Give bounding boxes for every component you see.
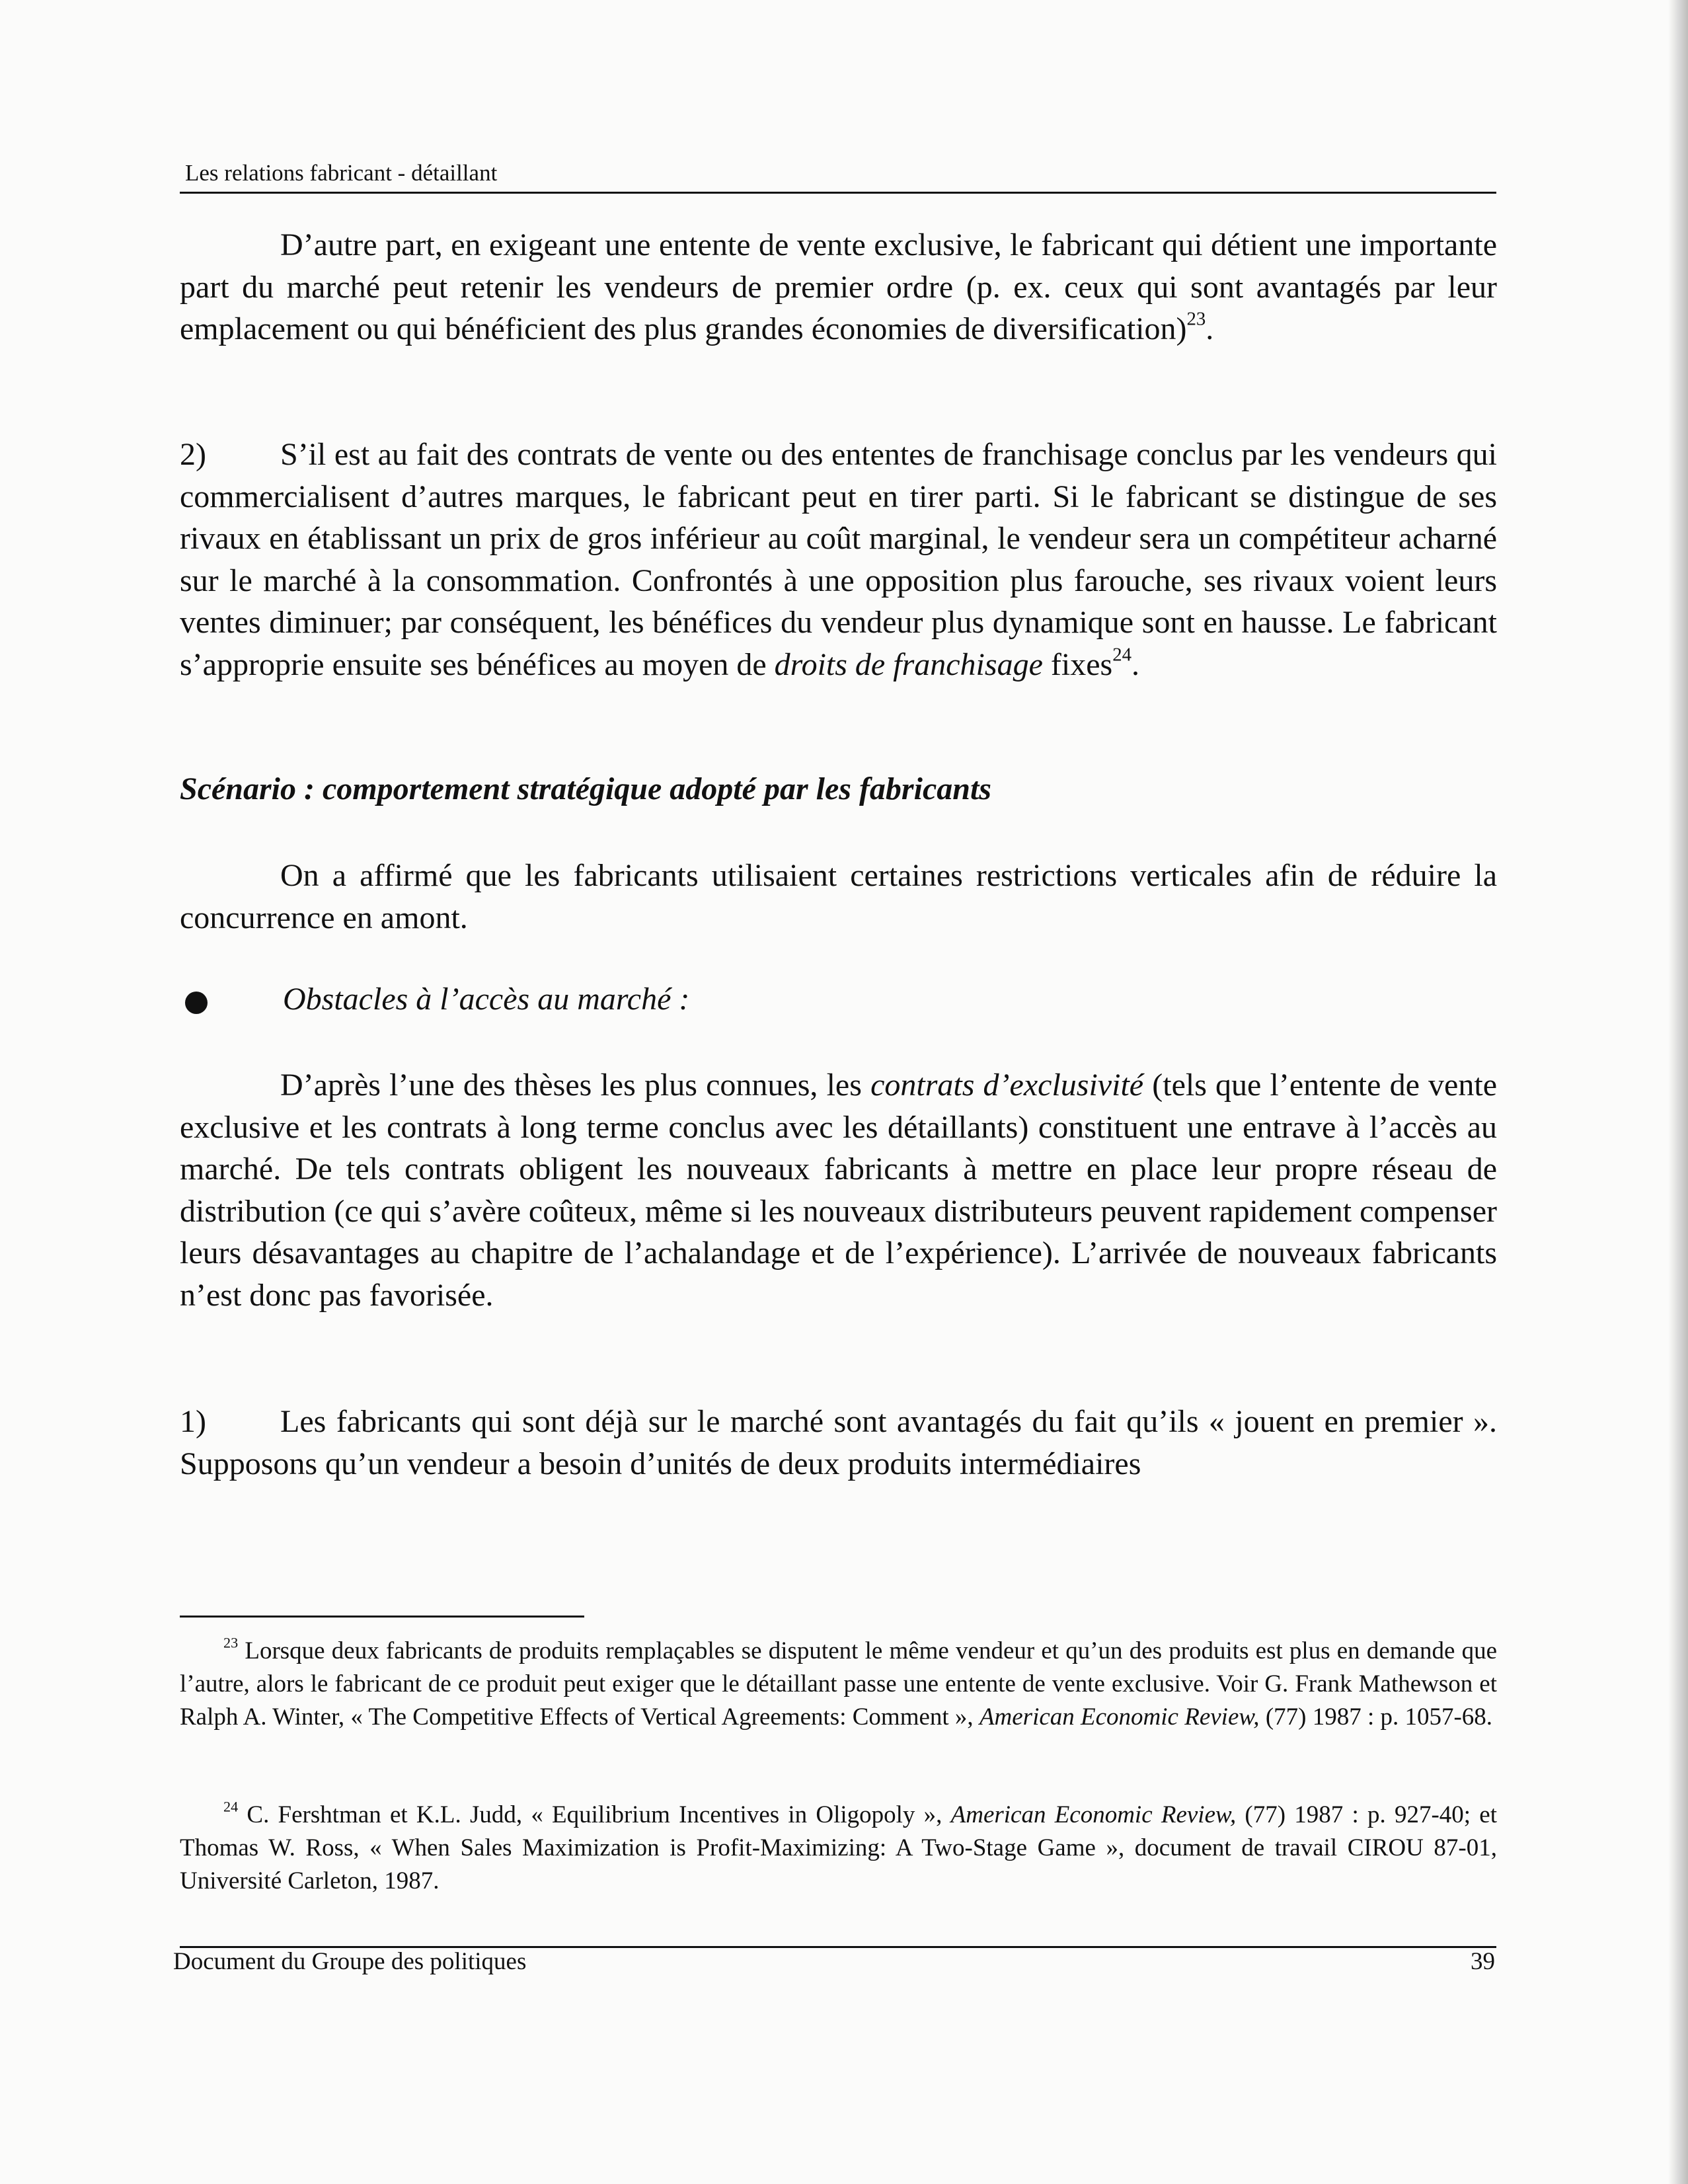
footnote-24-end: (77) 1987 : p. 927-40; et Thomas W. Ross, « When Sales Maximization is Profit-Maximizing: A Two-Stage Game », document de travail CIROU 87-01, Université Carleton, 1987.	[180, 1801, 1498, 1894]
running-header: Les relations fabricant - détaillant	[185, 160, 498, 186]
footnote-24-text: C. Fershtman et K.L. Judd, « Equilibrium Incentives in Oligopoly »,	[238, 1801, 951, 1828]
paragraph-4-after: (tels que l’entente de vente exclusive et les contrats à long terme conclus avec les détaillants) constituent une entrave à l’accès au marché. De tels contrats obligent les nouveaux fabricants à mettre en place leur propre réseau de distribution (ce qui s’avère coûteux, même si les nouveaux distributeurs peuvent rapidement compenser leurs désavantages au chapitre de l’achalandage et de l’expérience). L’arrivée de nouveaux fabricants n’est donc pas favorisée.	[180, 1068, 1497, 1313]
footnote-23	[180, 1635, 1497, 1734]
paragraph-1-text: D’autre part, en exigeant une entente de vente exclusive, le fabricant qui détient une importante part du marché peut retenir les vendeurs de premier ordre (p. ex. ceux qui sont avantagés par leur emplacement ou qui bénéficient des plus grandes économies de diversification)	[180, 227, 1497, 346]
footnote-23-text: Lorsque deux fabricants de produits remplaçables se disputent le même vendeur et qu’un des produits est plus en demande que l’autre, alors le fabricant de ce produit peut exiger que le détaillant passe une entente de vente exclusive. Voir G. Frank Mathewson et Ralph A. Winter, « The Competitive Effects of Vertical Agreements: Comment »,	[180, 1637, 1497, 1731]
paragraph-2-text: S’il est au fait des contrats de vente ou des ententes de franchisage conclus par les vendeurs qui commercialisent d’autres marques, le fabricant peut en tirer parti. Si le fabricant se distingue de ses rivaux en établissant un prix de gros inférieur au coût marginal, le vendeur sera un compétiteur acharné sur le marché à la consommation. Confrontés à une opposition plus farouche, ses rivaux voient leurs ventes diminuer; par conséquent, les bénéfices du vendeur plus dynamique sont en hausse. Le fabricant s’approprie ensuite ses bénéfices au moyen de	[180, 437, 1497, 682]
footer-title: Document du Groupe des politiques	[173, 1948, 527, 1975]
paragraph-1-end: .	[1206, 311, 1214, 346]
scan-edge-shadow	[1668, 0, 1688, 2184]
paragraph-2-end: .	[1131, 646, 1139, 682]
page-number: 39	[1471, 1948, 1495, 1975]
paragraph-2-after: fixes	[1042, 646, 1113, 682]
footnote-24-journal: American Economic Review,	[950, 1801, 1237, 1828]
footnote-23-journal: American Economic Review,	[979, 1703, 1260, 1731]
paragraph-5	[180, 1401, 1497, 1485]
footnote-23-end: (77) 1987 : p. 1057-68.	[1259, 1703, 1493, 1731]
paragraph-5-text: Les fabricants qui sont déjà sur le marché sont avantagés du fait qu’ils « jouent en premier ». Supposons qu’un vendeur a besoin d’unités de deux produits intermédiaires	[180, 1404, 1497, 1481]
paragraph-2	[180, 434, 1497, 685]
footnote-rule	[180, 1616, 584, 1618]
item-number: 1)	[180, 1404, 206, 1439]
paragraph-2-emphasis: droits de franchisage	[774, 646, 1043, 682]
section-heading: Scénario : comportement stratégique adopté par les fabricants	[180, 771, 991, 806]
paragraph-3: On a affirmé que les fabricants utilisaient certaines restrictions verticales afin de réduire la concurrence en amont.	[180, 858, 1497, 935]
footnote-mark-24: 24	[223, 1798, 239, 1815]
header-rule	[180, 192, 1496, 194]
paragraph-4-emphasis: contrats d’exclusivité	[870, 1068, 1144, 1103]
footnote-24	[180, 1799, 1497, 1898]
bullet-label: Obstacles à l’accès au marché :	[283, 982, 690, 1017]
footnote-ref-23[interactable]: 23	[1186, 308, 1206, 330]
footnote-ref-24[interactable]: 24	[1112, 643, 1132, 665]
bullet-dot-icon	[185, 992, 208, 1014]
paragraph-4-before: D’après l’une des thèses les plus connues, les	[280, 1068, 871, 1103]
footnote-mark-23: 23	[223, 1634, 239, 1651]
paragraph-1	[180, 224, 1497, 350]
item-number: 2)	[180, 437, 206, 472]
paragraph-4	[180, 1064, 1497, 1316]
